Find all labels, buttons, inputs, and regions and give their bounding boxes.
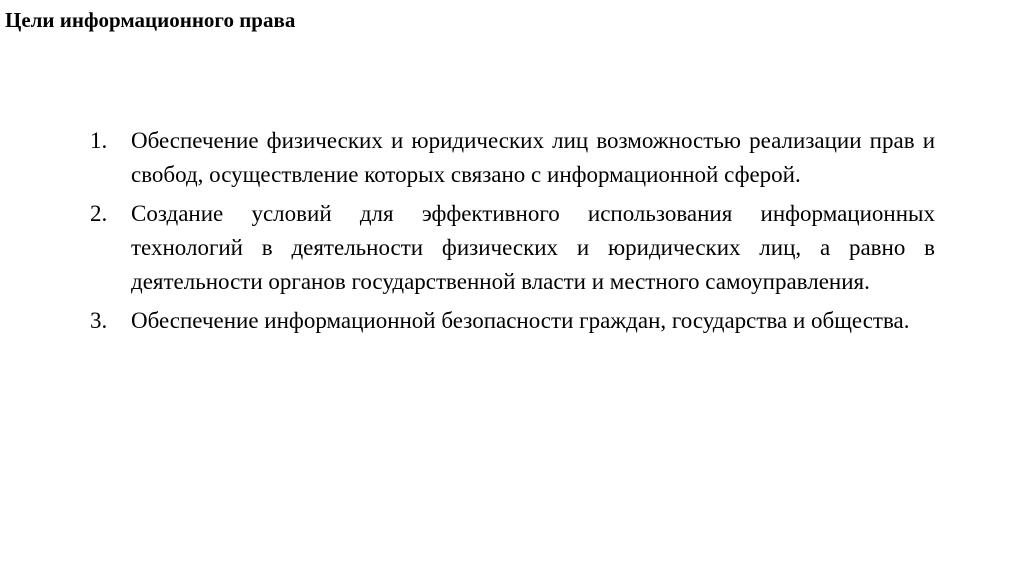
goal-text-2: Создание условий для эффективного использования информационных технологий в деятельности физических и юридических лиц, а равно в деятельности органов государственной власти и местного самоуправления.	[131, 201, 935, 294]
goal-text-3: Обеспечение информационной безопасности граждан, государства и общества.	[131, 308, 910, 333]
goal-item-2	[90, 197, 935, 299]
goal-item-3	[90, 304, 935, 338]
goal-number-2: 2.	[90, 201, 108, 226]
slide-title: Цели информационного права	[5, 8, 296, 32]
goals-list	[90, 124, 935, 343]
goal-number-3: 3.	[90, 308, 108, 333]
goal-item-1	[90, 124, 935, 192]
goal-number-1: 1.	[90, 128, 108, 153]
goal-text-1: Обеспечение физических и юридических лиц возможностью реализации прав и свобод, осуществление которых связано с информационной сферой.	[131, 128, 935, 187]
